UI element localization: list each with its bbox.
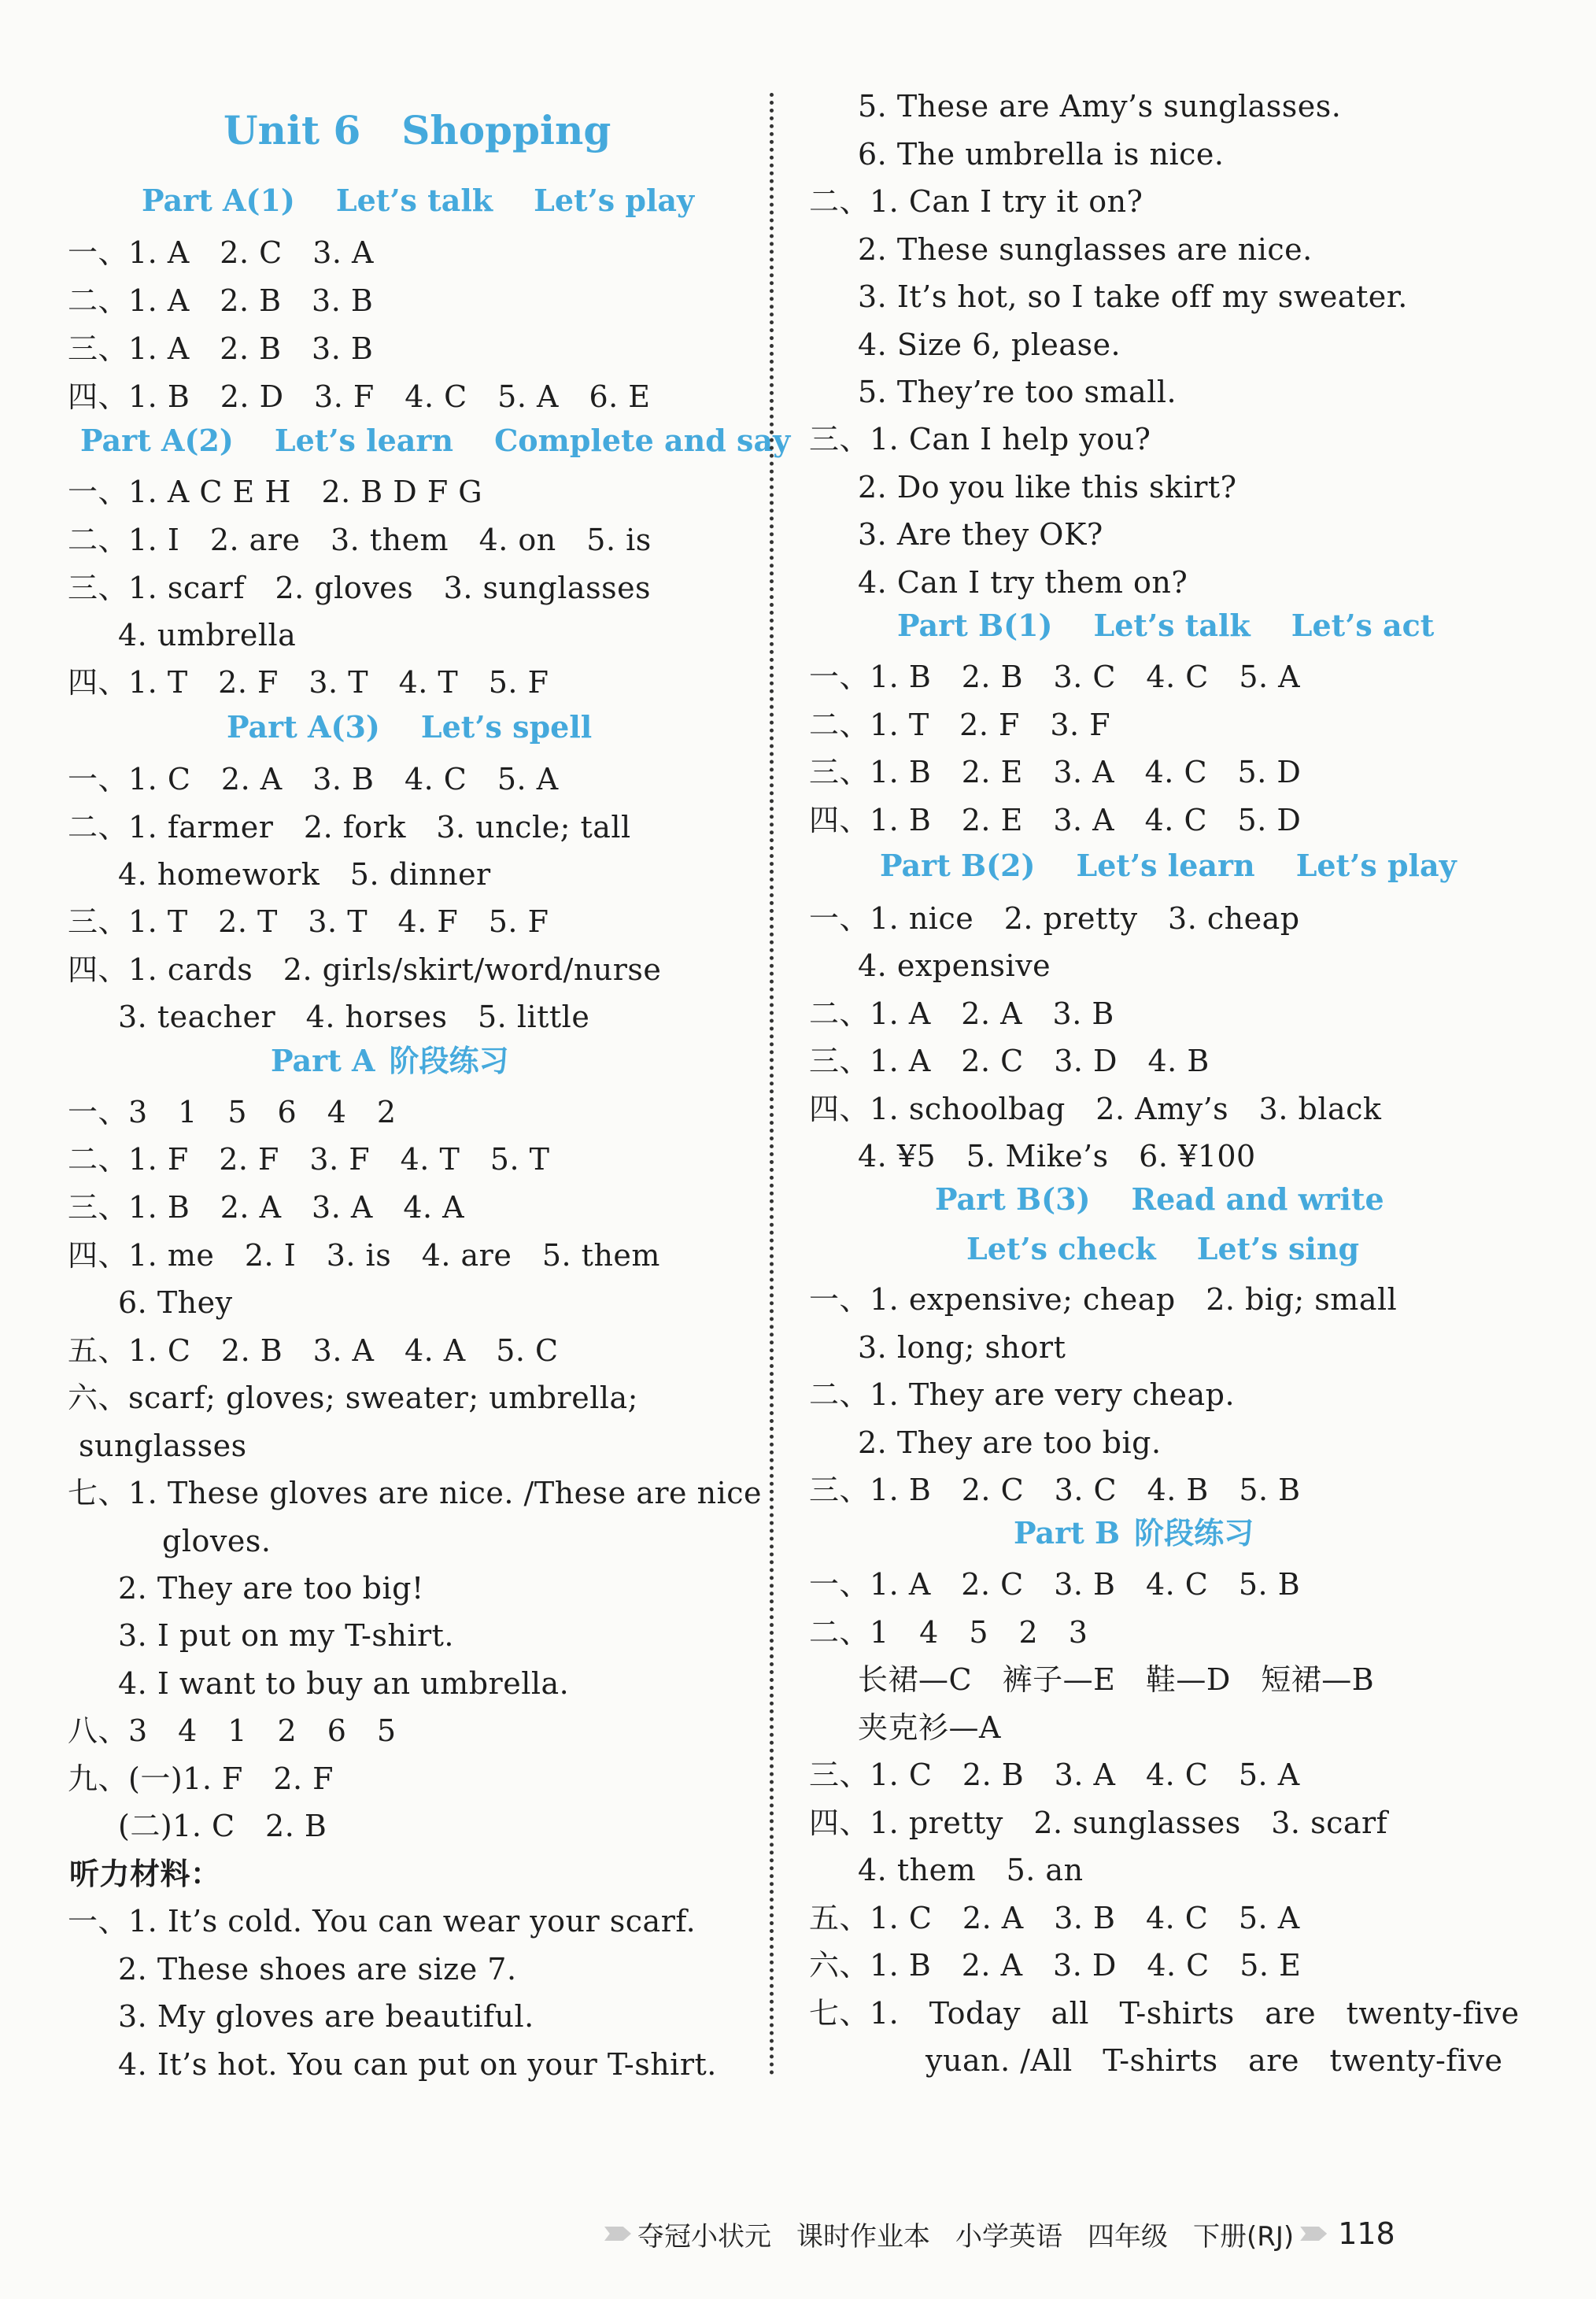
answer-line: 一、1. B 2. B 3. C 4. C 5. A [809, 660, 1301, 694]
answer-line: 4. Size 6, please. [858, 327, 1121, 362]
unit-label: Unit 6 [224, 107, 361, 153]
answer-line: 6. They [118, 1285, 233, 1320]
column-divider [770, 93, 774, 2076]
answer-line: 二、1. F 2. F 3. F 4. T 5. T [68, 1142, 550, 1177]
answer-line: 二、1. farmer 2. fork 3. uncle; tall [68, 810, 631, 845]
answer-line: 八、3 4 1 2 6 5 [68, 1713, 397, 1748]
answer-line: 三、1. B 2. C 3. C 4. B 5. B [809, 1473, 1301, 1507]
section-heading-part-a3: Part A(3) Let’s spell [227, 709, 593, 745]
answer-line: 3. teacher 4. horses 5. little [118, 1000, 590, 1034]
answer-line: 四、1. B 2. D 3. F 4. C 5. A 6. E [68, 379, 651, 414]
answer-line: 七、1. These gloves are nice. /These are nice [68, 1476, 763, 1510]
answer-line: 3. long; short [858, 1330, 1066, 1365]
answer-line: 2. They are too big! [118, 1571, 424, 1606]
answer-line: 夹克衫—A [858, 1710, 1001, 1745]
answer-line: 六、scarf; gloves; sweater; umbrella; [68, 1381, 638, 1415]
answer-line: 6. The umbrella is nice. [858, 137, 1225, 172]
answer-line: 九、(一)1. F 2. F [68, 1761, 334, 1796]
answer-line: 五、1. C 2. B 3. A 4. A 5. C [68, 1333, 559, 1368]
answer-line: 4. homework 5. dinner [118, 857, 491, 892]
answer-line: 3. It’s hot, so I take off my sweater. [858, 279, 1408, 314]
answer-line: 3. My gloves are beautiful. [118, 1999, 534, 2034]
answer-line: 一、3 1 5 6 4 2 [68, 1095, 397, 1129]
answer-line: 三、1. scarf 2. gloves 3. sunglasses [68, 571, 652, 605]
answer-line: 3. I put on my T-shirt. [118, 1618, 455, 1653]
answer-line: 一、1. nice 2. pretty 3. cheap [809, 901, 1300, 936]
section-heading-part-a2: Part A(2) Let’s learn Complete and say [80, 423, 791, 458]
answer-line: 二、1. A 2. B 3. B [68, 283, 374, 318]
page-number: 118 [1338, 2216, 1395, 2251]
arrow-icon [1300, 2227, 1327, 2241]
answer-line: yuan. /All T-shirts are twenty-five [925, 2043, 1503, 2078]
footer-book: 课时作业本 [796, 2220, 930, 2253]
section-heading-part-a-stage: Part A 阶段练习 [271, 1043, 509, 1078]
answer-line: 4. expensive [858, 948, 1051, 983]
answer-line: 三、1. A 2. B 3. B [68, 331, 374, 366]
answer-line: 七、1. Today all T-shirts are twenty-five [809, 1996, 1520, 2031]
answer-line: 一、1. expensive; cheap 2. big; small [809, 1282, 1398, 1317]
page-footer [598, 2210, 1395, 2257]
answer-line: (二)1. C 2. B [118, 1809, 327, 1843]
answer-line: 四、1. cards 2. girls/skirt/word/nurse [68, 952, 662, 987]
answer-line: 三、1. B 2. A 3. A 4. A [68, 1190, 465, 1225]
answer-line: 二、1. T 2. F 3. F [809, 708, 1111, 742]
answer-line: 2. Do you like this skirt? [858, 470, 1237, 505]
answer-line: sunglasses [79, 1429, 247, 1463]
answer-line: 二、1. I 2. are 3. them 4. on 5. is [68, 523, 652, 557]
answer-line: 2. These shoes are size 7. [118, 1952, 517, 1987]
unit-title: Shopping [401, 107, 611, 153]
answer-line: 二、1. They are very cheap. [809, 1377, 1236, 1412]
answer-line: gloves. [162, 1524, 272, 1558]
answer-line: 四、1. pretty 2. sunglasses 3. scarf [809, 1806, 1388, 1840]
section-heading-part-b3: Part B(3) Read and write [935, 1181, 1384, 1217]
answer-line: 4. ¥5 5. Mike’s 6. ¥100 [858, 1139, 1256, 1174]
answer-line: 一、1. A C E H 2. B D F G [68, 475, 483, 509]
unit-heading [224, 107, 611, 154]
answer-line: 二、1 4 5 2 3 [809, 1615, 1088, 1650]
answer-line: 3. Are they OK? [858, 517, 1103, 552]
section-heading-part-b-stage: Part B 阶段练习 [1014, 1515, 1254, 1551]
footer-volume: 下册(RJ) [1193, 2220, 1295, 2253]
answer-line: 长裙—C 裤子—E 鞋—D 短裙—B [858, 1662, 1375, 1697]
answer-line: 一、1. A 2. C 3. B 4. C 5. B [809, 1567, 1301, 1602]
answer-line: 4. It’s hot. You can put on your T-shirt. [118, 2047, 717, 2082]
answer-line: 四、1. schoolbag 2. Amy’s 3. black [809, 1092, 1382, 1126]
footer-brand: 夺冠小状元 [637, 2220, 771, 2253]
section-heading-part-b3-sub: Let’s check Let’s sing [966, 1231, 1360, 1266]
answer-line: 五、1. C 2. A 3. B 4. C 5. A [809, 1901, 1300, 1935]
answer-line: 2. These sunglasses are nice. [858, 232, 1313, 267]
answer-line: 4. I want to buy an umbrella. [118, 1666, 570, 1701]
answer-line: 一、1. C 2. A 3. B 4. C 5. A [68, 762, 559, 797]
answer-line: 4. them 5. an [858, 1853, 1084, 1887]
answer-line: 4. umbrella [118, 618, 297, 652]
answer-line: 5. They’re too small. [858, 375, 1177, 409]
answer-line: 三、1. Can I help you? [809, 422, 1151, 456]
section-heading-part-b1: Part B(1) Let’s talk Let’s act [897, 608, 1435, 643]
answer-line: 三、1. B 2. E 3. A 4. C 5. D [809, 755, 1302, 789]
answer-line: 一、1. It’s cold. You can wear your scarf. [68, 1904, 696, 1939]
answer-line: 二、1. Can I try it on? [809, 184, 1143, 219]
answer-line: 三、1. T 2. T 3. T 4. F 5. F [68, 904, 549, 939]
footer-grade: 四年级 [1088, 2220, 1168, 2253]
answer-line: 四、1. T 2. F 3. T 4. T 5. F [68, 665, 549, 700]
answer-line: 2. They are too big. [858, 1425, 1162, 1460]
answer-line: 四、1. me 2. I 3. is 4. are 5. them [68, 1238, 660, 1273]
listening-material-label: 听力材料： [69, 1857, 221, 1891]
section-heading-part-a1: Part A(1) Let’s talk Let’s play [142, 183, 695, 218]
section-heading-part-b2: Part B(2) Let’s learn Let’s play [880, 848, 1457, 883]
answer-line: 一、1. A 2. C 3. A [68, 235, 374, 270]
answer-line: 六、1. B 2. A 3. D 4. C 5. E [809, 1948, 1302, 1983]
footer-subject: 小学英语 [955, 2220, 1062, 2253]
answer-line: 4. Can I try them on? [858, 565, 1188, 600]
answer-line: 四、1. B 2. E 3. A 4. C 5. D [809, 803, 1302, 837]
answer-line: 三、1. A 2. C 3. D 4. B [809, 1044, 1210, 1078]
answer-line: 三、1. C 2. B 3. A 4. C 5. A [809, 1758, 1300, 1792]
answer-line: 5. These are Amy’s sunglasses. [858, 89, 1342, 124]
arrow-icon [604, 2227, 631, 2241]
answer-line: 二、1. A 2. A 3. B [809, 996, 1114, 1031]
